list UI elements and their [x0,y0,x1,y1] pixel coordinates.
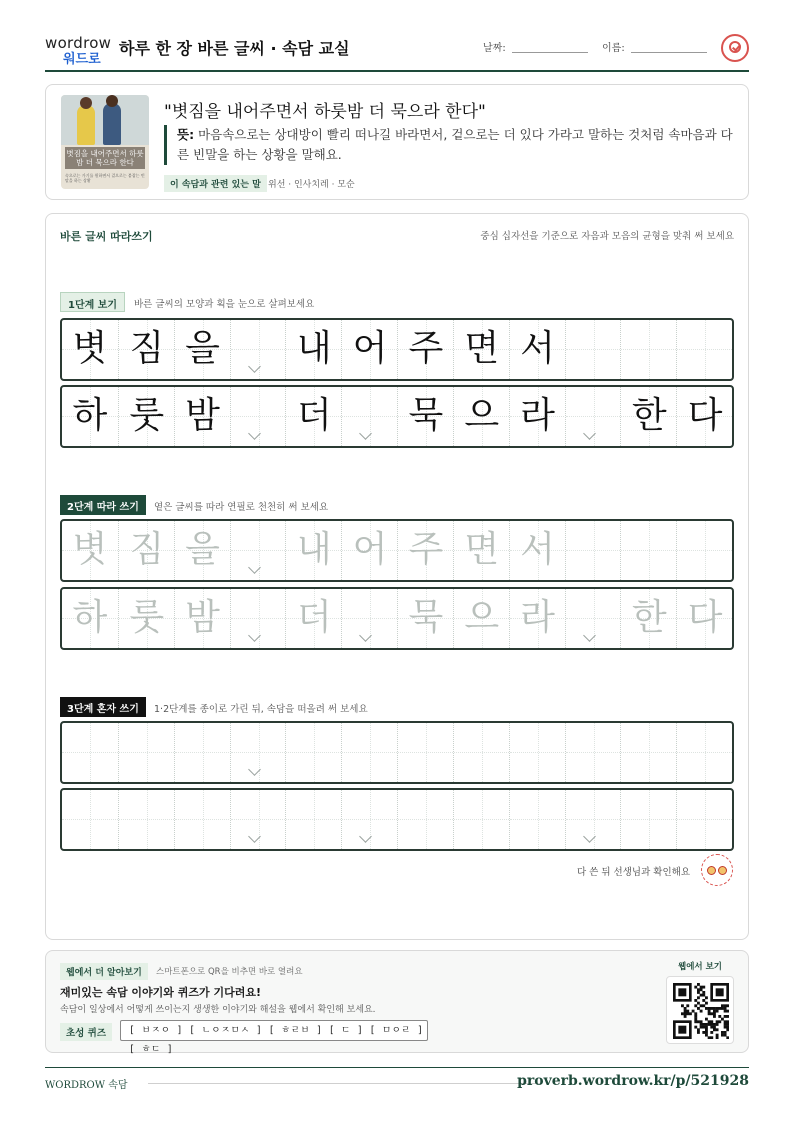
glyph: 볏 [72,529,108,570]
writing-cell[interactable] [341,589,397,648]
practice-hint: 중심 십자선을 기준으로 자음과 모음의 균형을 맞춰 써 보세요 [480,231,734,242]
writing-cell[interactable] [676,589,732,648]
glyph: 묵 [408,395,444,436]
writing-cell[interactable] [620,521,676,580]
writing-cell[interactable] [62,589,118,648]
practice-panel [45,213,749,940]
step2-description: 옅은 글씨를 따라 연필로 천천히 써 보세요 [154,502,329,513]
step1-row-1 [60,318,734,381]
writing-cell [397,387,453,446]
writing-cell [118,320,174,379]
step2-row-1[interactable] [60,519,734,582]
writing-cell [676,387,732,446]
writing-cell[interactable] [453,589,509,648]
writing-cell[interactable] [118,521,174,580]
writing-cell [62,387,118,446]
writing-cell [620,387,676,446]
glyph: 을 [185,328,220,369]
related-words-label: 이 속담과 관련 있는 말 [164,175,267,192]
meaning-label: 뜻: [177,127,195,142]
space-mark-icon [250,832,262,844]
step3-badge: 3단계 혼자 쓰기 [60,697,146,717]
step2-badge: 2단계 따라 쓰기 [60,495,146,515]
proverb-text: "볏짐을 내어주면서 하룻밤 더 묵으라 한다" [164,102,486,122]
writing-cell[interactable] [509,790,565,849]
footer-brand: WORDROW 속담 [45,1080,128,1091]
step1-badge: 1단계 보기 [60,292,125,312]
writing-cell[interactable] [62,723,118,782]
glyph: 더 [296,395,332,436]
step3-description: 1·2단계를 종이로 가린 뒤, 속담을 떠올려 써 보세요 [154,704,368,715]
writing-cell[interactable] [285,723,341,782]
name-label: 이름: [602,43,625,54]
writing-cell [341,387,397,446]
writing-cell[interactable] [397,723,453,782]
writing-cell[interactable] [397,521,453,580]
writing-cell[interactable] [174,723,230,782]
teacher-check-text: 다 쓴 뒤 선생님과 확인해요 [576,867,690,878]
proverb-meaning [164,125,734,165]
step1-row-2 [60,385,734,448]
writing-cell[interactable] [565,589,621,648]
glyph: 하 [72,395,108,436]
teacher-stamp-icon [701,854,733,886]
footer-divider [45,1067,749,1068]
proverb-card [45,84,749,200]
step3-row-1[interactable] [60,721,734,784]
glyph: 어 [352,328,388,369]
space-mark-icon [585,631,597,643]
writing-cell [397,320,453,379]
writing-cell [565,320,621,379]
writing-cell[interactable] [230,723,286,782]
illustration-image [61,95,149,189]
glyph: 주 [408,328,444,369]
writing-cell[interactable] [230,521,286,580]
footer-rule [148,1083,540,1084]
step2-row-2[interactable] [60,587,734,650]
writing-cell[interactable] [676,790,732,849]
writing-cell[interactable] [509,589,565,648]
glyph: 으 [464,395,500,436]
writing-cell[interactable] [620,723,676,782]
glyph: 서 [520,529,555,570]
glyph: 룻 [129,597,165,638]
practice-title: 바른 글씨 따라쓰기 [60,230,153,243]
page-title: 하루 한 장 바른 글씨 · 속담 교실 [119,39,350,58]
step3-row-2[interactable] [60,788,734,851]
writing-cell[interactable] [453,790,509,849]
writing-cell[interactable] [620,790,676,849]
space-mark-icon [361,832,373,844]
glyph: 묵 [408,597,444,638]
writing-cell[interactable] [174,521,230,580]
wordrow-logo [45,34,112,67]
space-mark-icon [250,631,262,643]
writing-cell[interactable] [230,589,286,648]
glyph: 짐 [129,328,165,369]
writing-cell[interactable] [341,521,397,580]
illustration-caption: 볏짐을 내어주면서 하룻밤 더 묵으라 한다 [66,149,144,167]
writing-cell[interactable] [453,521,509,580]
space-mark-icon [250,362,262,374]
writing-cell[interactable] [230,790,286,849]
glyph: 더 [296,597,332,638]
writing-cell [230,320,286,379]
web-subtitle: 속담이 일상에서 어떻게 쓰이는지 생생한 이야기와 해설을 웹에서 확인해 보세요. [60,1005,376,1015]
writing-cell[interactable] [397,589,453,648]
writing-cell[interactable] [118,723,174,782]
logo-word: wordrow [45,34,112,52]
glyph: 짐 [129,529,165,570]
writing-cell [118,387,174,446]
logo-korean: 워드로 [63,52,101,67]
writing-cell[interactable] [565,790,621,849]
qr-code-icon[interactable] [666,976,734,1044]
glyph: 밤 [185,395,220,436]
glyph: 면 [464,529,500,570]
writing-cell [174,320,230,379]
glyph: 한 [631,597,667,638]
writing-cell [230,387,286,446]
glyph: 라 [520,395,555,436]
glyph: 주 [408,529,444,570]
glyph: 내 [296,529,332,570]
glyph: 룻 [129,395,165,436]
writing-cell [676,320,732,379]
writing-cell [285,320,341,379]
web-hint: 스마트폰으로 QR을 비추면 바로 열려요 [156,967,303,977]
glyph: 을 [185,529,220,570]
writing-cell[interactable] [62,790,118,849]
web-title: 재미있는 속담 이야기와 퀴즈가 기다려요! [60,986,261,999]
glyph: 한 [631,395,667,436]
writing-cell[interactable] [174,589,230,648]
glyph: 밤 [185,597,220,638]
writing-cell [620,320,676,379]
check-seal-icon [721,34,749,62]
writing-cell[interactable] [285,521,341,580]
space-mark-icon [585,429,597,441]
name-field[interactable] [631,52,707,53]
writing-cell [565,387,621,446]
writing-cell[interactable] [174,790,230,849]
glyph: 면 [464,328,500,369]
writing-cell[interactable] [341,790,397,849]
space-mark-icon [250,429,262,441]
writing-cell [453,387,509,446]
glyph: 내 [296,328,332,369]
writing-cell[interactable] [565,521,621,580]
writing-cell[interactable] [285,790,341,849]
space-mark-icon [585,832,597,844]
writing-cell[interactable] [676,723,732,782]
step1-description: 바른 글씨의 모양과 획을 눈으로 살펴보세요 [134,299,315,310]
glyph: 다 [687,395,723,436]
date-field[interactable] [512,52,588,53]
web-badge: 웹에서 더 알아보기 [60,963,148,980]
writing-cell [509,320,565,379]
meaning-text: 마음속으로는 상대방이 빨리 떠나길 바라면서, 겉으로는 더 있다 가라고 말하는 것처럼 속마음과 다른 빈말을 하는 상황을 말해요. [177,127,733,162]
illustration-text: 속으로는 가기를 원하면서 겉으로는 붙잡는 빈말을 하는 상황 [65,173,145,183]
writing-cell [509,387,565,446]
writing-cell [62,320,118,379]
writing-cell[interactable] [509,521,565,580]
writing-cell [341,320,397,379]
glyph: 다 [687,597,723,638]
writing-cell[interactable] [565,723,621,782]
writing-cell[interactable] [62,521,118,580]
glyph: 하 [72,597,108,638]
writing-cell[interactable] [453,723,509,782]
space-mark-icon [361,631,373,643]
writing-cell[interactable] [118,790,174,849]
initial-consonant-quiz: [ ㅂㅈㅇ ] [ ㄴㅇㅈㅁㅅ ] [ ㅎㄹㅂ ] [ ㄷ ] [ ㅁㅇㄹ ] [ ㅎㄷ ] [120,1020,428,1041]
glyph: 볏 [72,328,108,369]
glyph: 서 [520,328,555,369]
date-label: 날짜: [483,43,506,54]
footer-url[interactable]: proverb.wordrow.kr/p/521928 [517,1073,749,1089]
writing-cell[interactable] [620,589,676,648]
writing-cell [453,320,509,379]
writing-cell [285,387,341,446]
writing-cell[interactable] [676,521,732,580]
space-mark-icon [361,429,373,441]
writing-cell[interactable] [397,790,453,849]
writing-cell [174,387,230,446]
writing-cell[interactable] [509,723,565,782]
writing-cell[interactable] [341,723,397,782]
qr-label: 웹에서 보기 [678,962,723,972]
glyph: 라 [520,597,555,638]
space-mark-icon [250,765,262,777]
quiz-label: 초성 퀴즈 [60,1023,112,1041]
web-promo-box [45,950,749,1053]
related-words: 위선 · 인사치레 · 모순 [268,180,355,190]
glyph: 어 [352,529,388,570]
worksheet-header [45,28,749,72]
glyph: 으 [464,597,500,638]
writing-cell[interactable] [118,589,174,648]
space-mark-icon [250,563,262,575]
writing-cell[interactable] [285,589,341,648]
